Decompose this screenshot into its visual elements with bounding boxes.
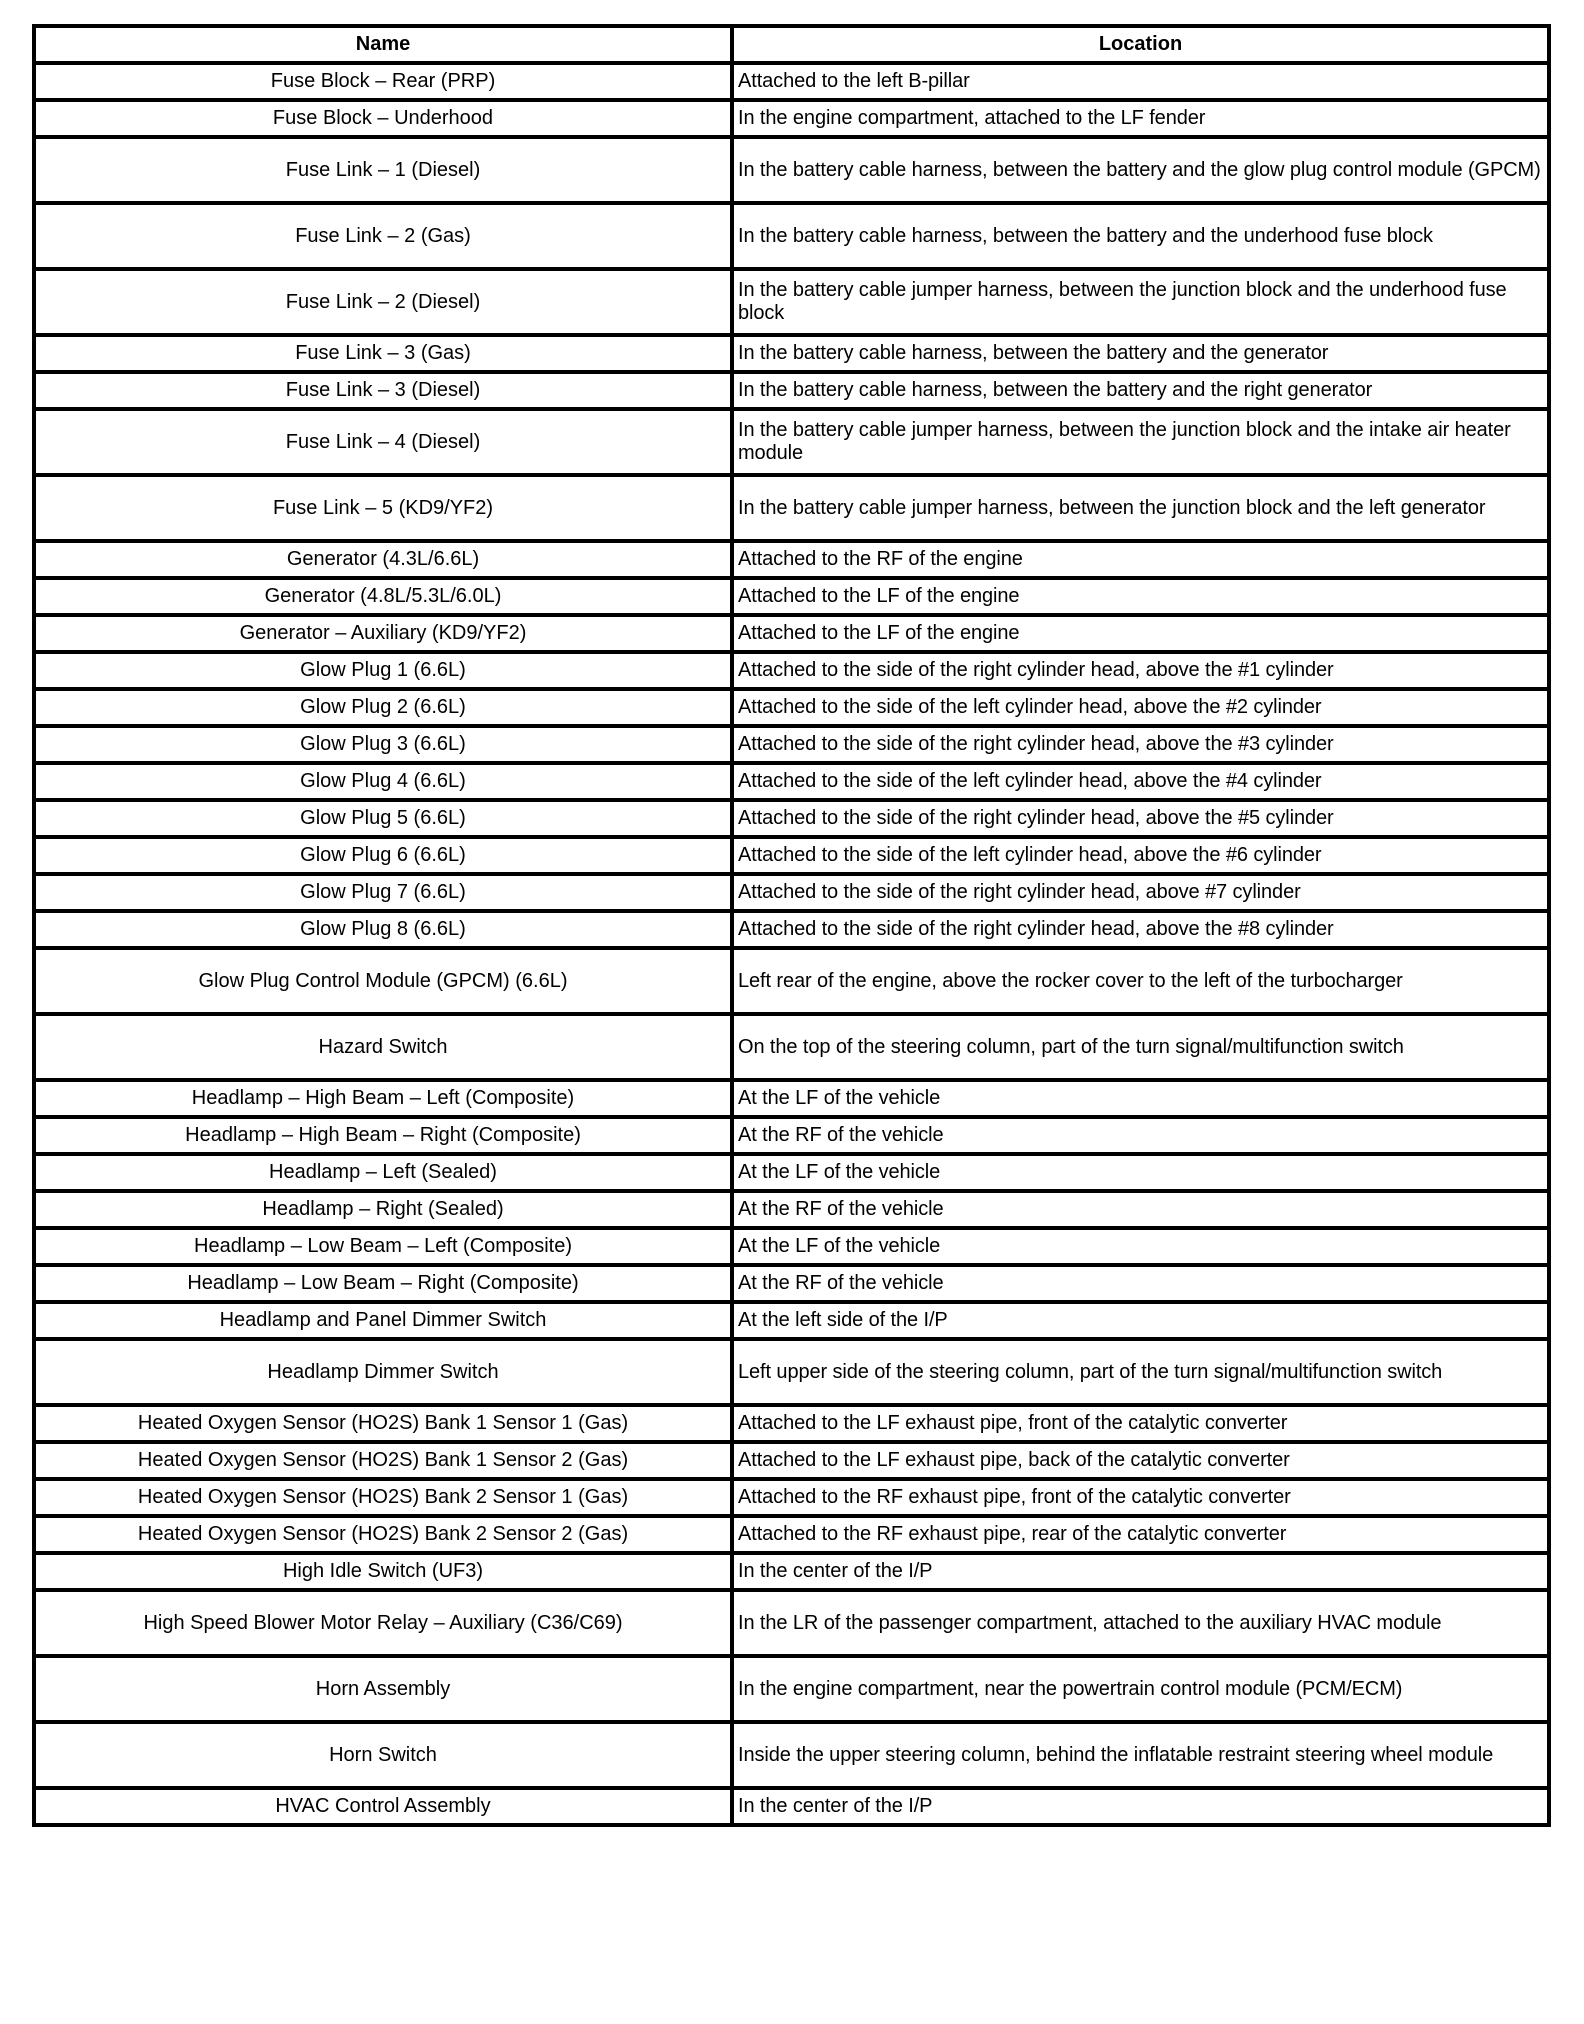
table-header-row: [34, 26, 1549, 63]
table-row: [34, 1228, 1549, 1265]
component-name-cell: Heated Oxygen Sensor (HO2S) Bank 1 Sensor 1 (Gas): [34, 1405, 732, 1442]
component-location-cell: At the LF of the vehicle: [732, 1228, 1549, 1265]
table-row: [34, 100, 1549, 137]
table-row: [34, 1117, 1549, 1154]
component-location-cell: Attached to the side of the right cylinder head, above the #8 cylinder: [732, 911, 1549, 948]
table-row: [34, 837, 1549, 874]
component-name-cell: Headlamp – High Beam – Left (Composite): [34, 1080, 732, 1117]
column-header-location: Location: [732, 26, 1549, 63]
component-name-cell: Generator (4.3L/6.6L): [34, 541, 732, 578]
table-row: [34, 615, 1549, 652]
component-location-cell: In the center of the I/P: [732, 1788, 1549, 1825]
component-location-cell: Attached to the LF of the engine: [732, 615, 1549, 652]
component-location-cell: In the engine compartment, near the powertrain control module (PCM/ECM): [732, 1656, 1549, 1722]
component-name-cell: Glow Plug 6 (6.6L): [34, 837, 732, 874]
component-location-cell: In the battery cable jumper harness, between the junction block and the underhood fuse block: [732, 269, 1549, 335]
component-location-cell: In the battery cable harness, between the battery and the generator: [732, 335, 1549, 372]
component-location-table: [32, 24, 1551, 1827]
column-header-name: Name: [34, 26, 732, 63]
component-location-cell: In the battery cable harness, between the battery and the glow plug control module (GPCM): [732, 137, 1549, 203]
table-row: [34, 475, 1549, 541]
component-name-cell: Heated Oxygen Sensor (HO2S) Bank 1 Sensor 2 (Gas): [34, 1442, 732, 1479]
component-name-cell: HVAC Control Assembly: [34, 1788, 732, 1825]
component-location-cell: Attached to the RF exhaust pipe, front of the catalytic converter: [732, 1479, 1549, 1516]
table-row: [34, 1788, 1549, 1825]
component-location-cell: At the RF of the vehicle: [732, 1191, 1549, 1228]
component-location-cell: Attached to the side of the left cylinder head, above the #2 cylinder: [732, 689, 1549, 726]
table-row: [34, 335, 1549, 372]
component-name-cell: Glow Plug 5 (6.6L): [34, 800, 732, 837]
component-name-cell: Glow Plug Control Module (GPCM) (6.6L): [34, 948, 732, 1014]
component-location-cell: Attached to the LF exhaust pipe, back of the catalytic converter: [732, 1442, 1549, 1479]
component-name-cell: Headlamp Dimmer Switch: [34, 1339, 732, 1405]
component-name-cell: Fuse Link – 4 (Diesel): [34, 409, 732, 475]
component-location-cell: At the LF of the vehicle: [732, 1154, 1549, 1191]
component-name-cell: Glow Plug 1 (6.6L): [34, 652, 732, 689]
table-row: [34, 137, 1549, 203]
table-row: [34, 948, 1549, 1014]
table-row: [34, 409, 1549, 475]
component-location-cell: Inside the upper steering column, behind the inflatable restraint steering wheel module: [732, 1722, 1549, 1788]
component-name-cell: High Speed Blower Motor Relay – Auxiliary (C36/C69): [34, 1590, 732, 1656]
table-row: [34, 1553, 1549, 1590]
component-location-cell: Attached to the side of the right cylinder head, above the #1 cylinder: [732, 652, 1549, 689]
component-name-cell: Headlamp – Low Beam – Right (Composite): [34, 1265, 732, 1302]
component-name-cell: Glow Plug 7 (6.6L): [34, 874, 732, 911]
component-name-cell: Glow Plug 2 (6.6L): [34, 689, 732, 726]
component-location-table-container: [32, 24, 1547, 1827]
component-location-cell: Attached to the side of the left cylinder head, above the #4 cylinder: [732, 763, 1549, 800]
component-name-cell: Glow Plug 4 (6.6L): [34, 763, 732, 800]
component-location-cell: Attached to the side of the right cylinder head, above #7 cylinder: [732, 874, 1549, 911]
component-name-cell: Horn Assembly: [34, 1656, 732, 1722]
table-row: [34, 269, 1549, 335]
component-location-cell: Attached to the side of the right cylinder head, above the #3 cylinder: [732, 726, 1549, 763]
table-row: [34, 1339, 1549, 1405]
component-location-cell: In the battery cable harness, between the battery and the right generator: [732, 372, 1549, 409]
component-name-cell: Generator (4.8L/5.3L/6.0L): [34, 578, 732, 615]
component-location-cell: Attached to the side of the right cylinder head, above the #5 cylinder: [732, 800, 1549, 837]
table-row: [34, 372, 1549, 409]
table-row: [34, 763, 1549, 800]
component-location-cell: In the battery cable jumper harness, between the junction block and the left generator: [732, 475, 1549, 541]
component-location-cell: Attached to the side of the left cylinder head, above the #6 cylinder: [732, 837, 1549, 874]
component-name-cell: Fuse Link – 3 (Diesel): [34, 372, 732, 409]
component-location-cell: At the LF of the vehicle: [732, 1080, 1549, 1117]
component-location-cell: At the RF of the vehicle: [732, 1265, 1549, 1302]
component-location-cell: On the top of the steering column, part of the turn signal/multifunction switch: [732, 1014, 1549, 1080]
component-location-cell: At the left side of the I/P: [732, 1302, 1549, 1339]
table-row: [34, 203, 1549, 269]
table-row: [34, 874, 1549, 911]
component-name-cell: Fuse Link – 2 (Diesel): [34, 269, 732, 335]
component-name-cell: Fuse Block – Rear (PRP): [34, 63, 732, 100]
component-name-cell: Generator – Auxiliary (KD9/YF2): [34, 615, 732, 652]
component-location-cell: In the battery cable jumper harness, between the junction block and the intake air heater module: [732, 409, 1549, 475]
table-body: [34, 63, 1549, 1825]
table-row: [34, 541, 1549, 578]
table-row: [34, 726, 1549, 763]
component-location-cell: Attached to the RF exhaust pipe, rear of the catalytic converter: [732, 1516, 1549, 1553]
component-location-cell: In the engine compartment, attached to the LF fender: [732, 100, 1549, 137]
component-name-cell: Heated Oxygen Sensor (HO2S) Bank 2 Sensor 1 (Gas): [34, 1479, 732, 1516]
table-row: [34, 652, 1549, 689]
component-name-cell: Horn Switch: [34, 1722, 732, 1788]
table-row: [34, 1479, 1549, 1516]
component-name-cell: Hazard Switch: [34, 1014, 732, 1080]
component-name-cell: Fuse Block – Underhood: [34, 100, 732, 137]
component-location-cell: In the battery cable harness, between the battery and the underhood fuse block: [732, 203, 1549, 269]
component-location-cell: In the LR of the passenger compartment, attached to the auxiliary HVAC module: [732, 1590, 1549, 1656]
table-row: [34, 1405, 1549, 1442]
component-name-cell: Glow Plug 8 (6.6L): [34, 911, 732, 948]
component-location-cell: In the center of the I/P: [732, 1553, 1549, 1590]
component-location-cell: Left upper side of the steering column, part of the turn signal/multifunction switch: [732, 1339, 1549, 1405]
component-name-cell: Heated Oxygen Sensor (HO2S) Bank 2 Sensor 2 (Gas): [34, 1516, 732, 1553]
component-location-cell: Attached to the RF of the engine: [732, 541, 1549, 578]
table-row: [34, 1656, 1549, 1722]
table-row: [34, 911, 1549, 948]
component-location-cell: At the RF of the vehicle: [732, 1117, 1549, 1154]
component-name-cell: Headlamp – Low Beam – Left (Composite): [34, 1228, 732, 1265]
component-location-cell: Attached to the LF of the engine: [732, 578, 1549, 615]
table-row: [34, 1154, 1549, 1191]
table-row: [34, 1080, 1549, 1117]
table-row: [34, 1265, 1549, 1302]
component-name-cell: Headlamp – High Beam – Right (Composite): [34, 1117, 732, 1154]
table-row: [34, 1516, 1549, 1553]
component-name-cell: Fuse Link – 5 (KD9/YF2): [34, 475, 732, 541]
component-name-cell: Headlamp – Left (Sealed): [34, 1154, 732, 1191]
component-name-cell: Glow Plug 3 (6.6L): [34, 726, 732, 763]
component-name-cell: High Idle Switch (UF3): [34, 1553, 732, 1590]
component-name-cell: Headlamp – Right (Sealed): [34, 1191, 732, 1228]
table-row: [34, 689, 1549, 726]
component-location-cell: Attached to the LF exhaust pipe, front of the catalytic converter: [732, 1405, 1549, 1442]
table-row: [34, 800, 1549, 837]
table-row: [34, 63, 1549, 100]
component-name-cell: Fuse Link – 3 (Gas): [34, 335, 732, 372]
component-name-cell: Headlamp and Panel Dimmer Switch: [34, 1302, 732, 1339]
table-row: [34, 1442, 1549, 1479]
component-location-cell: Left rear of the engine, above the rocker cover to the left of the turbocharger: [732, 948, 1549, 1014]
table-row: [34, 1722, 1549, 1788]
table-row: [34, 1014, 1549, 1080]
table-row: [34, 1590, 1549, 1656]
table-row: [34, 1191, 1549, 1228]
component-location-cell: Attached to the left B-pillar: [732, 63, 1549, 100]
table-row: [34, 1302, 1549, 1339]
table-row: [34, 578, 1549, 615]
component-name-cell: Fuse Link – 2 (Gas): [34, 203, 732, 269]
component-name-cell: Fuse Link – 1 (Diesel): [34, 137, 732, 203]
